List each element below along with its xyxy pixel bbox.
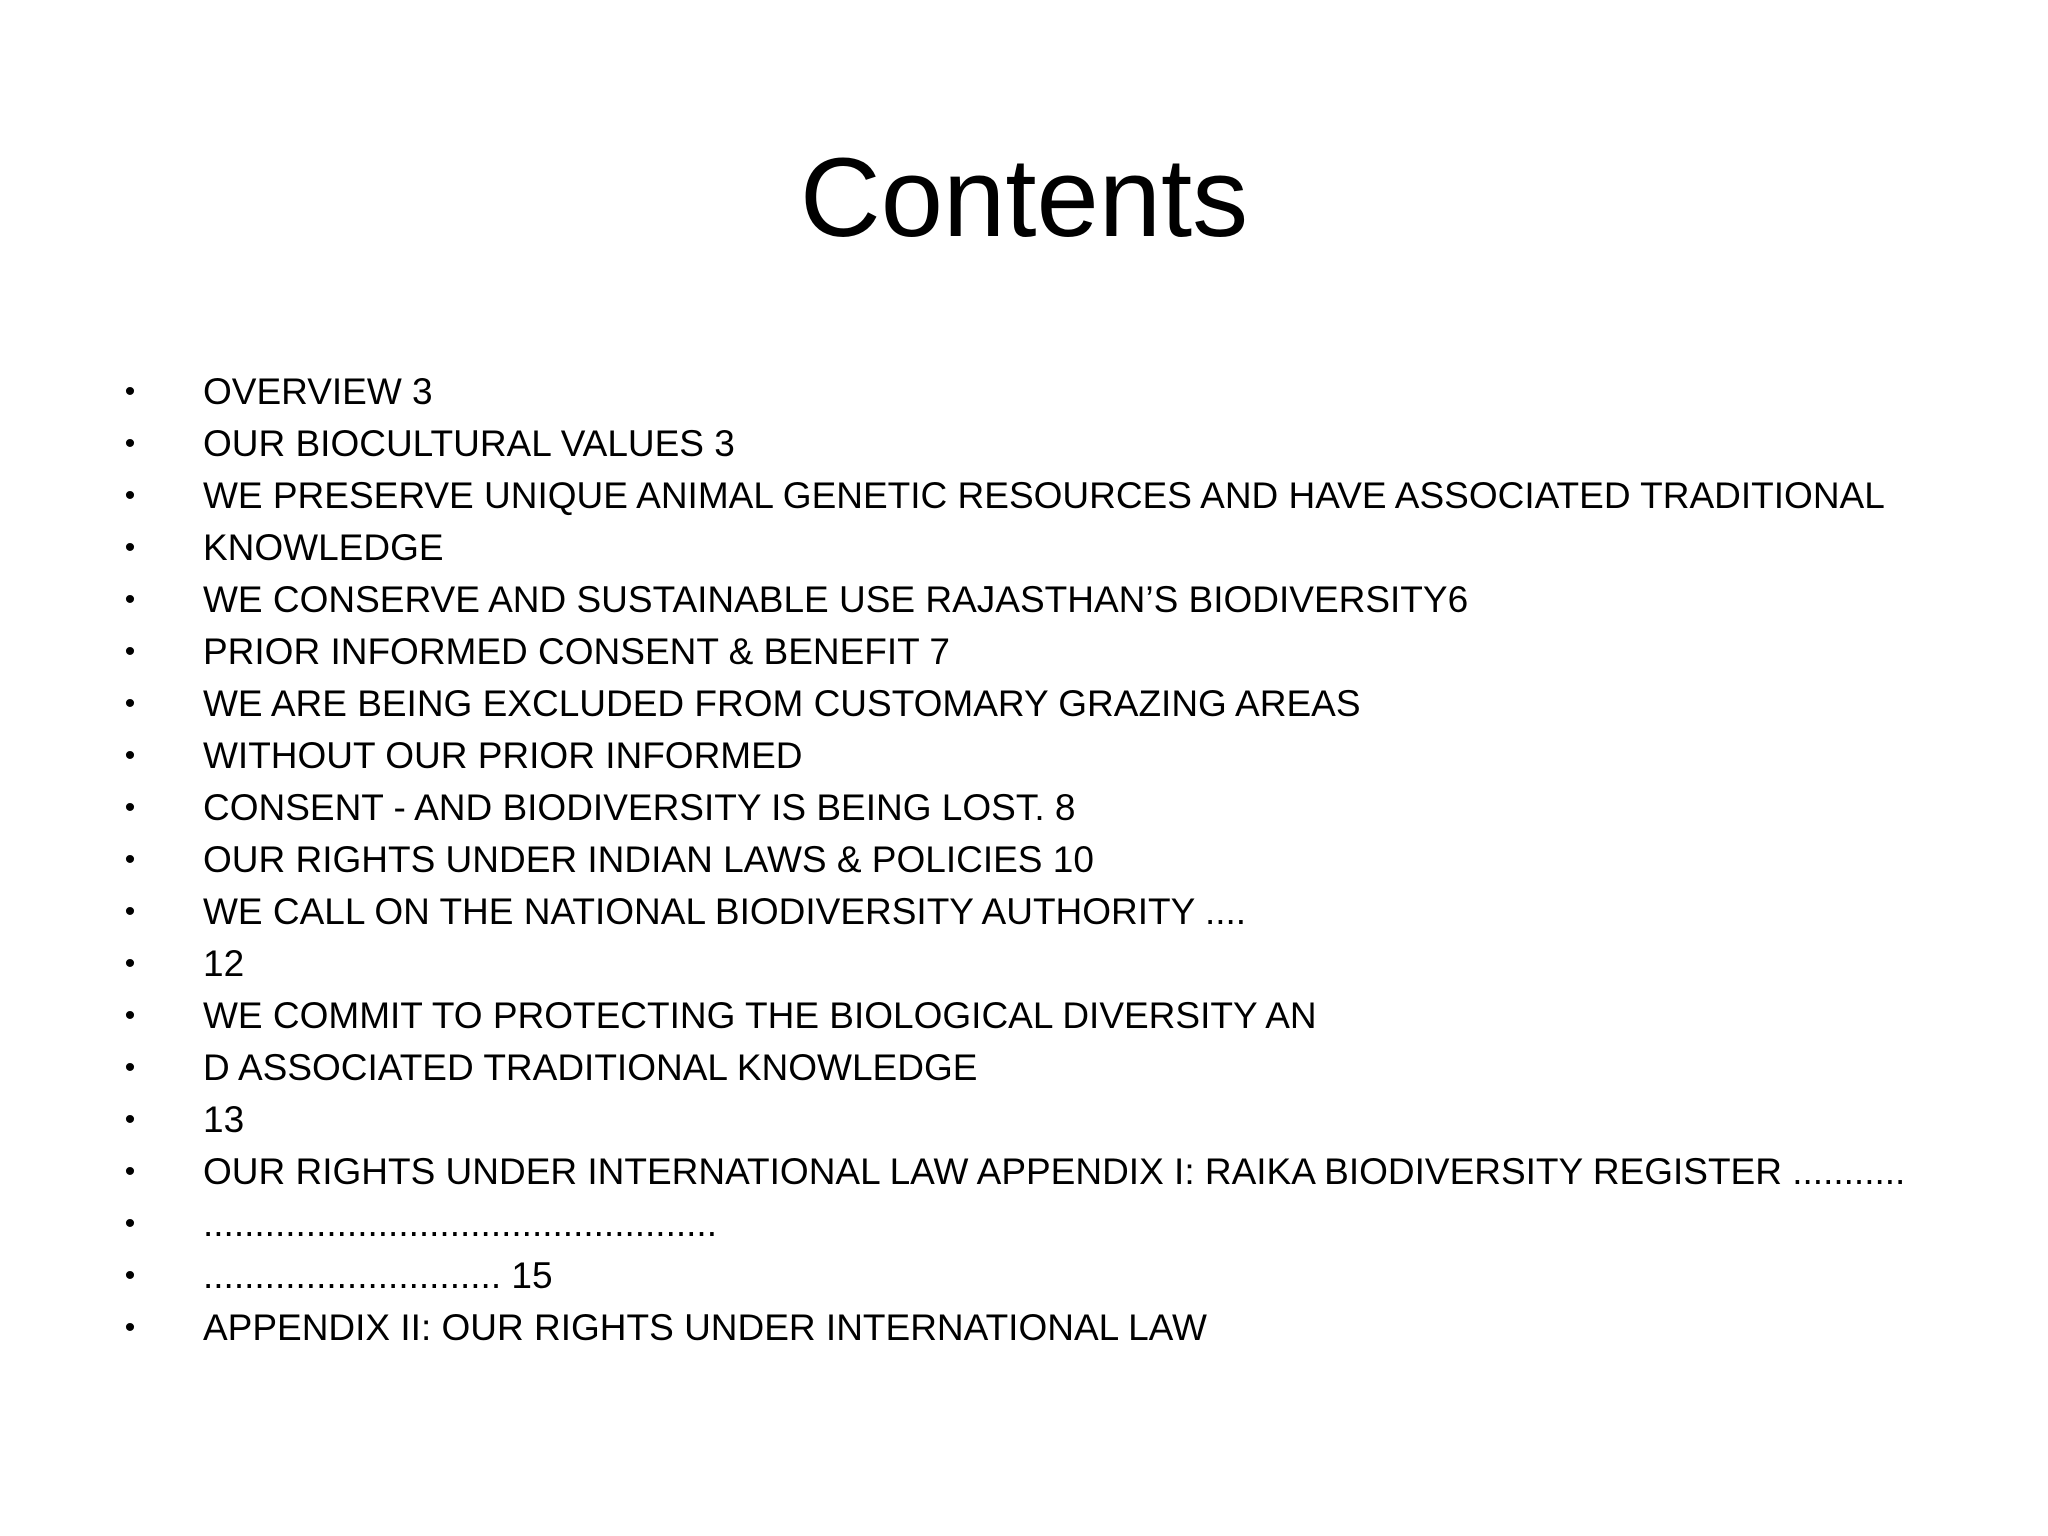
list-item-text: WE CALL ON THE NATIONAL BIODIVERSITY AUTHORITY .... [203,891,1247,932]
list-item [0,1042,2048,1094]
list-item-text: ............................. 15 [203,1255,553,1296]
bullet-icon: • [124,999,136,1032]
list-item-text: WITHOUT OUR PRIOR INFORMED [203,735,803,776]
bullet-icon: • [124,635,136,668]
list-item-text: D ASSOCIATED TRADITIONAL KNOWLEDGE [203,1047,978,1088]
list-item-text: OUR RIGHTS UNDER INTERNATIONAL LAW APPENDIX I: RAIKA BIODIVERSITY REGISTER ........... [203,1151,1906,1192]
list-item [0,1198,2048,1250]
bullet-icon: • [124,1155,136,1188]
list-item-text: WE ARE BEING EXCLUDED FROM CUSTOMARY GRAZING AREAS [203,683,1361,724]
bullet-icon: • [124,583,136,616]
bullet-icon: • [124,687,136,720]
bullet-icon: • [124,479,136,512]
list-item-text: KNOWLEDGE [203,527,444,568]
list-item-text: WE CONSERVE AND SUSTAINABLE USE RAJASTHAN’S BIODIVERSITY6 [203,579,1469,620]
list-item [0,730,2048,782]
list-item [0,522,2048,574]
bullet-icon: • [124,1311,136,1344]
list-item-text: 12 [203,943,245,984]
list-item [0,782,2048,834]
list-item-text: OUR RIGHTS UNDER INDIAN LAWS & POLICIES 10 [203,839,1094,880]
list-item-text: PRIOR INFORMED CONSENT & BENEFIT 7 [203,631,950,672]
list-item-text: .................................................. [203,1203,717,1244]
list-item-text: 13 [203,1099,245,1140]
list-item-text: APPENDIX II: OUR RIGHTS UNDER INTERNATIONAL LAW [203,1307,1207,1348]
bullet-icon: • [124,791,136,824]
list-item [0,990,2048,1042]
bullet-icon: • [124,1259,136,1292]
list-item [0,574,2048,626]
list-item-text: CONSENT - AND BIODIVERSITY IS BEING LOST. 8 [203,787,1076,828]
list-item [0,834,2048,886]
list-item [0,470,2048,522]
bullet-icon: • [124,427,136,460]
bullet-icon: • [124,739,136,772]
contents-list [0,366,2048,1354]
list-item-text: WE PRESERVE UNIQUE ANIMAL GENETIC RESOURCES AND HAVE ASSOCIATED TRADITIONAL [203,475,1885,516]
list-item-text: WE COMMIT TO PROTECTING THE BIOLOGICAL DIVERSITY AN [203,995,1317,1036]
slide-title: Contents [799,135,1249,260]
list-item [0,1146,2048,1198]
list-item-text: OUR BIOCULTURAL VALUES 3 [203,423,735,464]
list-item [0,366,2048,418]
list-item [0,1250,2048,1302]
list-item-text: OVERVIEW 3 [203,371,433,412]
bullet-icon: • [124,895,136,928]
list-item [0,418,2048,470]
list-item [0,626,2048,678]
bullet-icon: • [124,375,136,408]
bullet-icon: • [124,1051,136,1084]
list-item [0,678,2048,730]
bullet-icon: • [124,531,136,564]
list-item [0,886,2048,938]
list-item [0,1302,2048,1354]
bullet-icon: • [124,1207,136,1240]
list-item [0,938,2048,990]
bullet-icon: • [124,843,136,876]
bullet-icon: • [124,947,136,980]
bullet-icon: • [124,1103,136,1136]
list-item [0,1094,2048,1146]
